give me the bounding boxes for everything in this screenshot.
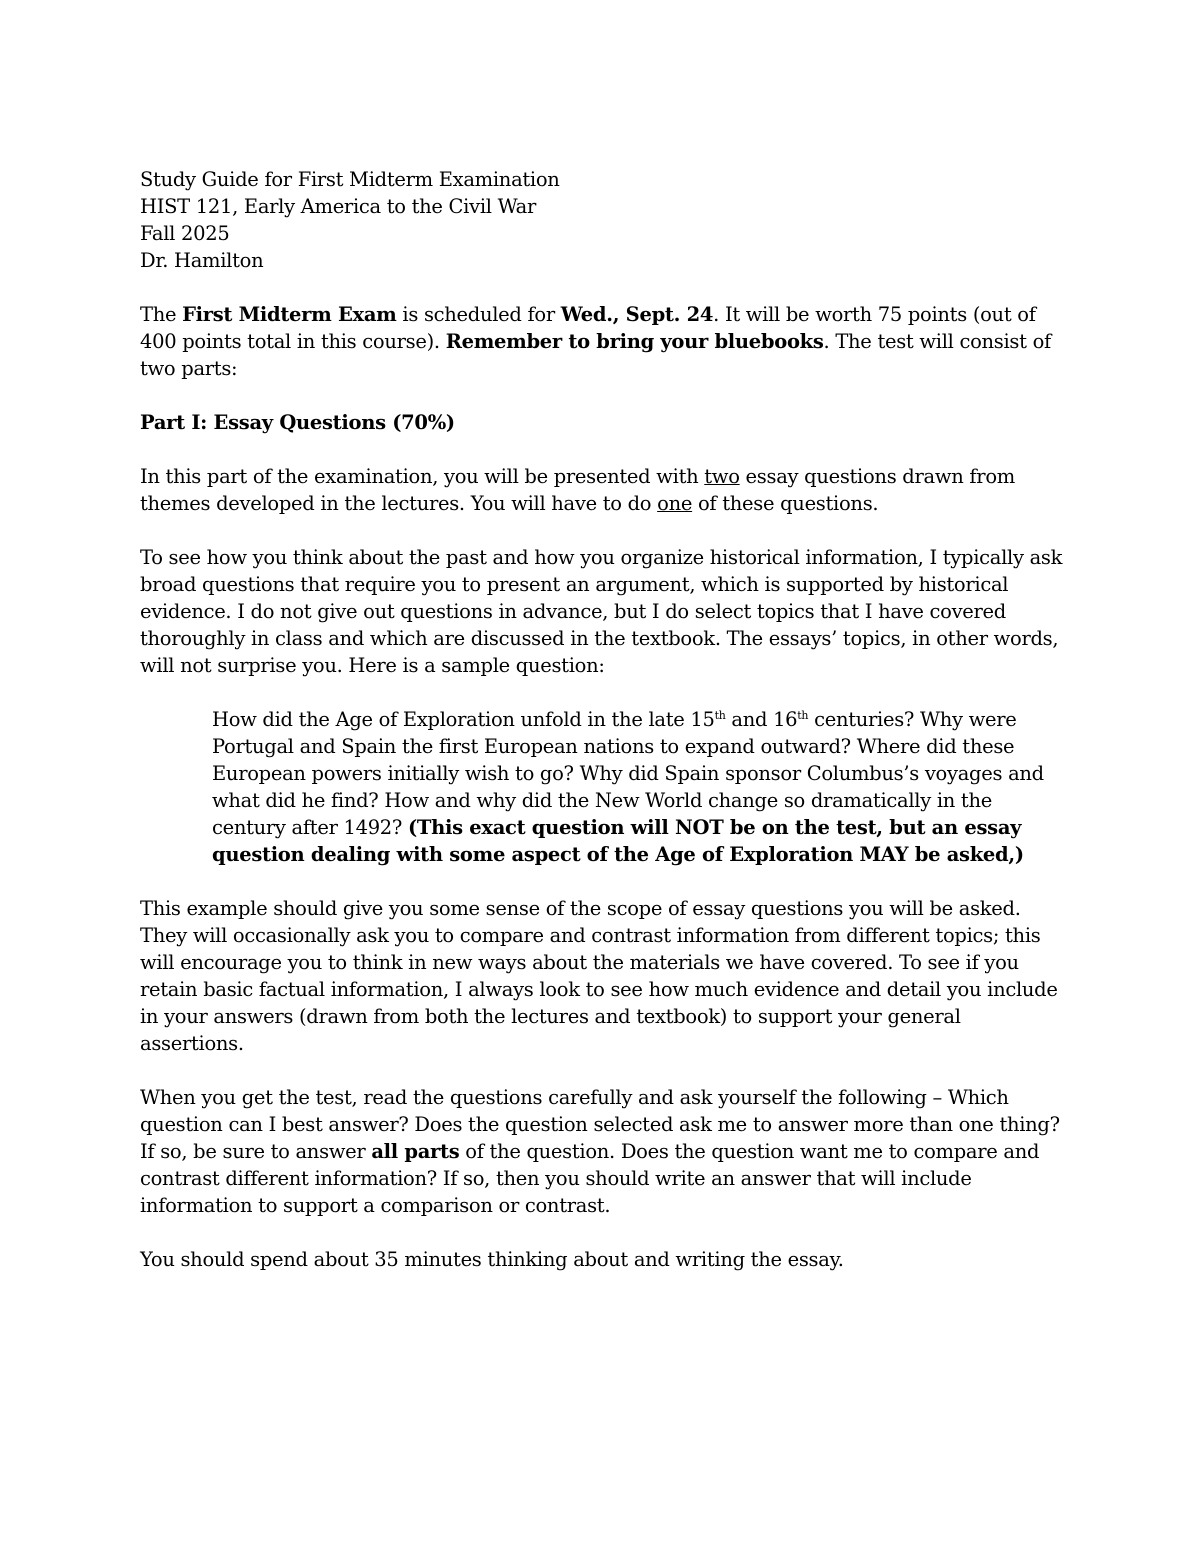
p1-underlined-one: one [657,492,693,515]
sample-text-1: How did the Age of Exploration unfold in the late 15 [212,708,715,731]
header-instructor: Dr. Hamilton [140,249,264,272]
essay-approach-paragraph: To see how you think about the past and how you organize historical information, I typically ask broad questions that require you to present an argument, which is supported by historical evidence. I do not give out questions in advance, but I do select topics that I have covered thoroughly in class and which are discussed in the textbook. The essays’ topics, in other words, will not surprise you. Here is a sample question: [140,546,1063,677]
intro-paragraph [140,301,1070,382]
p1-underlined-two: two [704,465,740,488]
p1-text-3: of these questions. [692,492,879,515]
sample-question [140,706,1070,868]
sample-superscript-2: th [797,709,809,722]
part1-heading-text: Part I: Essay Questions (70%) [140,411,455,434]
sample-superscript-1: th [714,709,726,722]
intro-exam-name: First Midterm Exam [182,303,397,326]
p4-text-2: of the question. Does the question want me to compare and contrast different information? If so, then you should write an answer that will include information to support a comparison or contrast. [140,1140,1040,1217]
document-header [140,166,1070,274]
sample-text-3: centuries? Why were Portugal and Spain the first European nations to expand outward? Where did these European powers initially wish to go? Why did Spain sponsor Columbus’s voyages and what did he find? How and why did the New World change so dramatically in the century after 1492? [212,708,1044,839]
document-page [140,166,1070,1273]
header-term: Fall 2025 [140,222,230,245]
p4-text-1: When you get the test, read the questions carefully and ask yourself the following – Which question can I best answer? Does the question selected ask me to answer more than one thing? If so, be sure to answer [140,1086,1060,1163]
intro-text-3: . It will be worth 75 points (out of 400 points total in this course). [140,303,1036,353]
p4-all-parts: all parts [371,1140,460,1163]
sample-text-2: and 16 [725,708,798,731]
intro-bluebooks-reminder: Remember to bring your bluebooks [445,330,824,353]
scope-paragraph: This example should give you some sense of the scope of essay questions you will be asked. They will occasionally ask you to compare and contrast information from different topics; this will encourage you to think in new ways about the materials we have covered. To see if you retain basic factual information, I always look to see how much evidence and detail you include in your answers (drawn from both the lectures and textbook) to support your general assertions. [140,897,1058,1055]
intro-text-4: . The test will consist of two parts: [140,330,1051,380]
p1-text-1: In this part of the examination, you will be presented with [140,465,705,488]
test-tips-paragraph [140,1084,1070,1219]
intro-text-2: is scheduled for [396,303,561,326]
time-paragraph: You should spend about 35 minutes thinking about and writing the essay. [140,1248,844,1271]
part1-heading [140,409,1070,436]
header-course: HIST 121, Early America to the Civil War [140,195,536,218]
essay-format-paragraph [140,463,1070,517]
intro-text-1: The [140,303,183,326]
intro-exam-date: Wed., Sept. 24 [560,303,714,326]
header-title: Study Guide for First Midterm Examination [140,168,560,191]
sample-disclaimer: (This exact question will NOT be on the test, but an essay question dealing with some aspect of the Age of Exploration MAY be asked,) [212,816,1024,866]
p1-text-2: essay questions drawn from themes developed in the lectures. You will have to do [140,465,1015,515]
